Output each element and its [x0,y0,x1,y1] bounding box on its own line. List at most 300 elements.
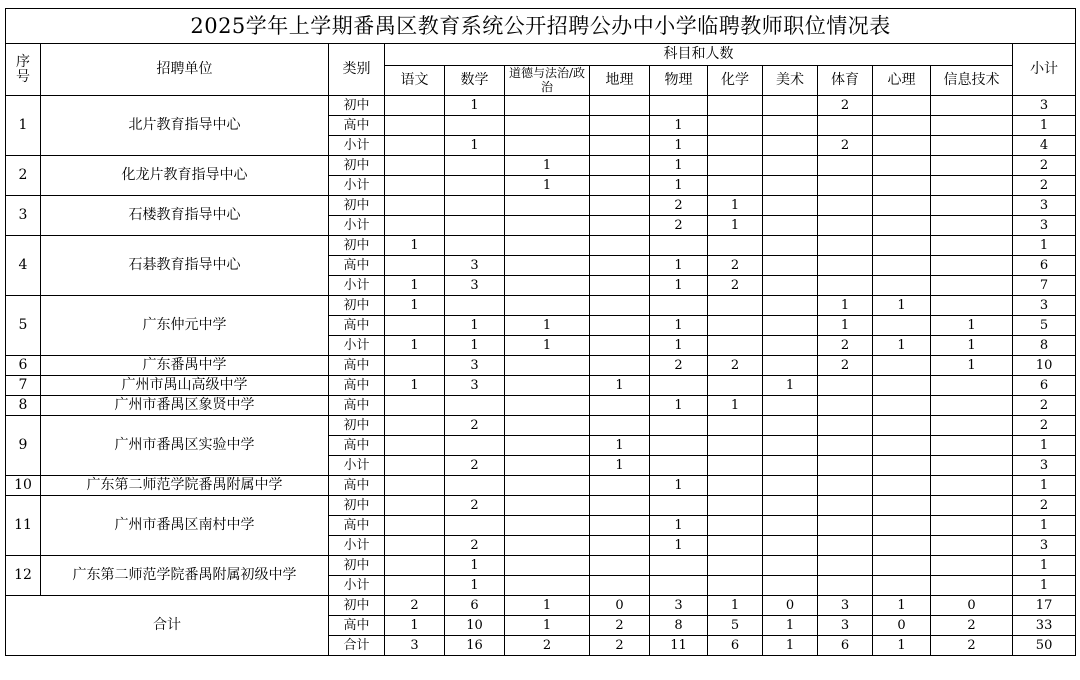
seq-cell: 12 [6,556,41,596]
count-cell [708,476,763,496]
count-cell [763,416,818,436]
table-row [6,236,1076,256]
count-cell [818,236,873,256]
count-cell: 1 [650,156,708,176]
count-cell [445,156,505,176]
table-title: 2025学年上学期番禺区教育系统公开招聘公办中小学临聘教师职位情况表 [6,9,1076,44]
count-cell: 1 [385,616,445,636]
count-cell [708,296,763,316]
count-cell [590,516,650,536]
seq-cell: 1 [6,96,41,156]
category-cell: 高中 [329,436,385,456]
unit-cell: 化龙片教育指导中心 [41,156,329,196]
count-cell: 1 [650,276,708,296]
subtotal-cell: 1 [1013,576,1076,596]
count-cell [505,576,590,596]
table-row [6,296,1076,316]
count-cell [931,296,1013,316]
count-cell [763,176,818,196]
count-cell [931,216,1013,236]
count-cell [873,376,931,396]
seq-cell: 8 [6,396,41,416]
count-cell [505,456,590,476]
category-cell: 小计 [329,136,385,156]
count-cell: 2 [650,356,708,376]
count-cell [818,156,873,176]
count-cell [873,236,931,256]
count-cell: 2 [445,536,505,556]
category-cell: 高中 [329,376,385,396]
count-cell [505,236,590,256]
header-subject: 数学 [445,66,505,96]
subtotal-cell: 7 [1013,276,1076,296]
count-cell [818,116,873,136]
count-cell [385,476,445,496]
count-cell [708,236,763,256]
table-row [6,416,1076,436]
count-cell [505,436,590,456]
unit-cell: 广东第二师范学院番禺附属中学 [41,476,329,496]
count-cell: 2 [708,256,763,276]
seq-cell: 5 [6,296,41,356]
count-cell: 1 [505,336,590,356]
count-cell [763,556,818,576]
count-cell: 1 [873,296,931,316]
count-cell: 3 [445,276,505,296]
count-cell: 1 [385,336,445,356]
count-cell [873,96,931,116]
count-cell [505,556,590,576]
unit-cell: 广东番禺中学 [41,356,329,376]
count-cell [818,256,873,276]
count-cell [763,496,818,516]
count-cell [708,436,763,456]
count-cell [590,336,650,356]
subtotal-cell: 1 [1013,116,1076,136]
count-cell [590,356,650,376]
count-cell [708,496,763,516]
count-cell [763,276,818,296]
subtotal-cell: 2 [1013,156,1076,176]
count-cell [708,576,763,596]
count-cell: 1 [590,456,650,476]
count-cell [590,276,650,296]
count-cell: 1 [650,316,708,336]
count-cell [590,196,650,216]
subtotal-cell: 1 [1013,476,1076,496]
header-subject: 化学 [708,66,763,96]
count-cell [818,376,873,396]
header-subject: 体育 [818,66,873,96]
count-cell [708,456,763,476]
category-cell: 高中 [329,116,385,136]
count-cell [505,516,590,536]
count-cell [590,316,650,336]
category-cell: 初中 [329,596,385,616]
count-cell [505,416,590,436]
count-cell [873,476,931,496]
unit-cell: 广州市禺山高级中学 [41,376,329,396]
count-cell [708,116,763,136]
count-cell [505,476,590,496]
category-cell: 高中 [329,316,385,336]
count-cell: 5 [708,616,763,636]
header-subject: 美术 [763,66,818,96]
category-cell: 初中 [329,556,385,576]
count-cell: 1 [708,216,763,236]
count-cell [818,496,873,516]
count-cell [385,516,445,536]
count-cell: 1 [445,556,505,576]
count-cell [763,436,818,456]
recruitment-table [5,8,1076,656]
seq-cell: 11 [6,496,41,556]
unit-cell: 广东第二师范学院番禺附属初级中学 [41,556,329,596]
count-cell [873,216,931,236]
header-subject: 物理 [650,66,708,96]
count-cell: 1 [931,316,1013,336]
count-cell: 0 [931,596,1013,616]
category-cell: 高中 [329,256,385,276]
count-cell [590,216,650,236]
count-cell [385,116,445,136]
count-cell [385,96,445,116]
count-cell: 11 [650,636,708,656]
count-cell: 1 [650,536,708,556]
unit-cell: 石楼教育指导中心 [41,196,329,236]
count-cell [590,576,650,596]
subtotal-cell: 3 [1013,296,1076,316]
count-cell [873,416,931,436]
count-cell: 1 [590,376,650,396]
count-cell [590,416,650,436]
subtotal-cell: 2 [1013,416,1076,436]
count-cell: 1 [650,256,708,276]
count-cell [931,416,1013,436]
count-cell [873,276,931,296]
header-category: 类别 [329,44,385,96]
subtotal-cell: 3 [1013,196,1076,216]
count-cell [873,456,931,476]
count-cell: 1 [385,296,445,316]
count-cell [385,356,445,376]
count-cell: 1 [873,336,931,356]
count-cell [931,476,1013,496]
seq-cell: 7 [6,376,41,396]
count-cell [650,496,708,516]
count-cell [650,236,708,256]
table-row [6,596,1076,616]
count-cell [708,176,763,196]
unit-cell: 石碁教育指导中心 [41,236,329,296]
count-cell [873,176,931,196]
header-subject: 心理 [873,66,931,96]
count-cell [763,336,818,356]
count-cell [931,516,1013,536]
seq-cell: 10 [6,476,41,496]
count-cell [873,156,931,176]
count-cell: 8 [650,616,708,636]
count-cell [818,196,873,216]
subtotal-cell: 3 [1013,216,1076,236]
count-cell [590,96,650,116]
category-cell: 高中 [329,396,385,416]
subtotal-cell: 1 [1013,556,1076,576]
count-cell [505,536,590,556]
count-cell [445,296,505,316]
count-cell: 1 [650,136,708,156]
count-cell [385,556,445,576]
count-cell: 2 [818,96,873,116]
count-cell [445,396,505,416]
count-cell [445,436,505,456]
count-cell [505,116,590,136]
count-cell: 1 [505,156,590,176]
count-cell: 1 [505,316,590,336]
subtotal-cell: 3 [1013,536,1076,556]
subtotal-cell: 17 [1013,596,1076,616]
count-cell [505,96,590,116]
category-cell: 小计 [329,536,385,556]
subtotal-cell: 2 [1013,396,1076,416]
category-cell: 合计 [329,636,385,656]
count-cell [931,496,1013,516]
count-cell: 1 [445,336,505,356]
count-cell: 2 [650,196,708,216]
count-cell [931,376,1013,396]
seq-cell: 3 [6,196,41,236]
count-cell [931,556,1013,576]
count-cell [505,396,590,416]
subtotal-cell: 8 [1013,336,1076,356]
count-cell [763,536,818,556]
count-cell: 2 [931,636,1013,656]
count-cell [385,576,445,596]
count-cell: 1 [931,336,1013,356]
count-cell: 2 [931,616,1013,636]
category-cell: 小计 [329,216,385,236]
count-cell [505,196,590,216]
count-cell [763,476,818,496]
count-cell: 2 [445,456,505,476]
count-cell: 1 [445,576,505,596]
category-cell: 小计 [329,456,385,476]
count-cell [708,536,763,556]
count-cell [818,176,873,196]
count-cell: 1 [873,596,931,616]
count-cell [931,176,1013,196]
count-cell: 2 [650,216,708,236]
count-cell [650,556,708,576]
count-cell [385,536,445,556]
count-cell: 1 [708,596,763,616]
header-seq-label: 序 号 [16,53,30,85]
header-subtotal: 小计 [1013,44,1076,96]
count-cell: 1 [385,376,445,396]
count-cell [763,156,818,176]
count-cell: 1 [763,636,818,656]
count-cell: 1 [505,616,590,636]
count-cell: 1 [650,336,708,356]
count-cell [763,236,818,256]
count-cell: 3 [385,636,445,656]
count-cell [931,456,1013,476]
count-cell [590,136,650,156]
count-cell [445,236,505,256]
count-cell [931,256,1013,276]
count-cell [931,96,1013,116]
category-cell: 小计 [329,176,385,196]
count-cell: 1 [505,596,590,616]
count-cell [505,296,590,316]
seq-cell: 2 [6,156,41,196]
count-cell [708,416,763,436]
count-cell [590,536,650,556]
count-cell [650,376,708,396]
count-cell [708,136,763,156]
table-row [6,496,1076,516]
unit-cell: 北片教育指导中心 [41,96,329,156]
seq-cell: 9 [6,416,41,476]
count-cell [650,96,708,116]
header-subject: 信息技术 [931,66,1013,96]
count-cell: 2 [818,136,873,156]
count-cell: 1 [650,516,708,536]
count-cell: 3 [650,596,708,616]
count-cell [385,316,445,336]
count-cell [385,396,445,416]
count-cell [931,276,1013,296]
subtotal-cell: 1 [1013,516,1076,536]
count-cell [505,356,590,376]
count-cell [650,416,708,436]
count-cell [385,416,445,436]
count-cell: 1 [650,176,708,196]
recruitment-table-container [5,8,1075,656]
count-cell [650,436,708,456]
count-cell [385,436,445,456]
category-cell: 初中 [329,416,385,436]
count-cell [763,216,818,236]
subtotal-cell: 6 [1013,256,1076,276]
count-cell [818,416,873,436]
count-cell: 1 [505,176,590,196]
count-cell: 2 [505,636,590,656]
count-cell: 2 [818,336,873,356]
subtotal-cell: 6 [1013,376,1076,396]
category-cell: 高中 [329,476,385,496]
count-cell: 2 [818,356,873,376]
table-row [6,196,1076,216]
subtotal-cell: 50 [1013,636,1076,656]
subtotal-cell: 3 [1013,96,1076,116]
subtotal-cell: 2 [1013,176,1076,196]
subtotal-cell: 1 [1013,436,1076,456]
count-cell [385,176,445,196]
count-cell: 0 [590,596,650,616]
count-cell [931,436,1013,456]
subtotal-cell: 2 [1013,496,1076,516]
count-cell [818,556,873,576]
count-cell [818,536,873,556]
count-cell: 1 [818,316,873,336]
category-cell: 高中 [329,516,385,536]
count-cell [763,196,818,216]
count-cell [873,196,931,216]
count-cell [763,356,818,376]
count-cell [505,276,590,296]
count-cell [931,136,1013,156]
count-cell: 16 [445,636,505,656]
count-cell: 10 [445,616,505,636]
count-cell: 1 [763,376,818,396]
count-cell: 2 [708,276,763,296]
count-cell [931,116,1013,136]
count-cell [445,196,505,216]
category-cell: 小计 [329,276,385,296]
count-cell [505,496,590,516]
count-cell: 6 [818,636,873,656]
table-row [6,476,1076,496]
category-cell: 小计 [329,336,385,356]
count-cell: 1 [385,276,445,296]
count-cell [445,216,505,236]
count-cell [708,156,763,176]
count-cell [505,376,590,396]
count-cell: 6 [708,636,763,656]
count-cell [590,176,650,196]
count-cell: 3 [818,596,873,616]
count-cell: 1 [445,316,505,336]
count-cell [931,196,1013,216]
count-cell: 2 [590,616,650,636]
count-cell [590,156,650,176]
table-row [6,376,1076,396]
count-cell [818,456,873,476]
count-cell: 1 [763,616,818,636]
count-cell [873,116,931,136]
header-subjects-group: 科目和人数 [385,44,1013,66]
subtotal-cell: 4 [1013,136,1076,156]
count-cell [873,536,931,556]
count-cell [590,476,650,496]
unit-cell: 广州市番禺区实验中学 [41,416,329,476]
count-cell: 1 [708,396,763,416]
count-cell [590,396,650,416]
count-cell [708,316,763,336]
seq-cell: 4 [6,236,41,296]
count-cell [763,116,818,136]
count-cell [931,576,1013,596]
count-cell [505,256,590,276]
count-cell [590,496,650,516]
table-row [6,396,1076,416]
count-cell: 1 [650,396,708,416]
count-cell [873,556,931,576]
unit-cell: 广东仲元中学 [41,296,329,356]
count-cell [763,96,818,116]
count-cell: 2 [708,356,763,376]
subtotal-cell: 1 [1013,236,1076,256]
count-cell [445,476,505,496]
count-cell [385,196,445,216]
count-cell [763,516,818,536]
category-cell: 初中 [329,496,385,516]
count-cell [650,576,708,596]
count-cell: 1 [873,636,931,656]
count-cell [385,136,445,156]
grand-total-label: 合计 [6,596,329,656]
